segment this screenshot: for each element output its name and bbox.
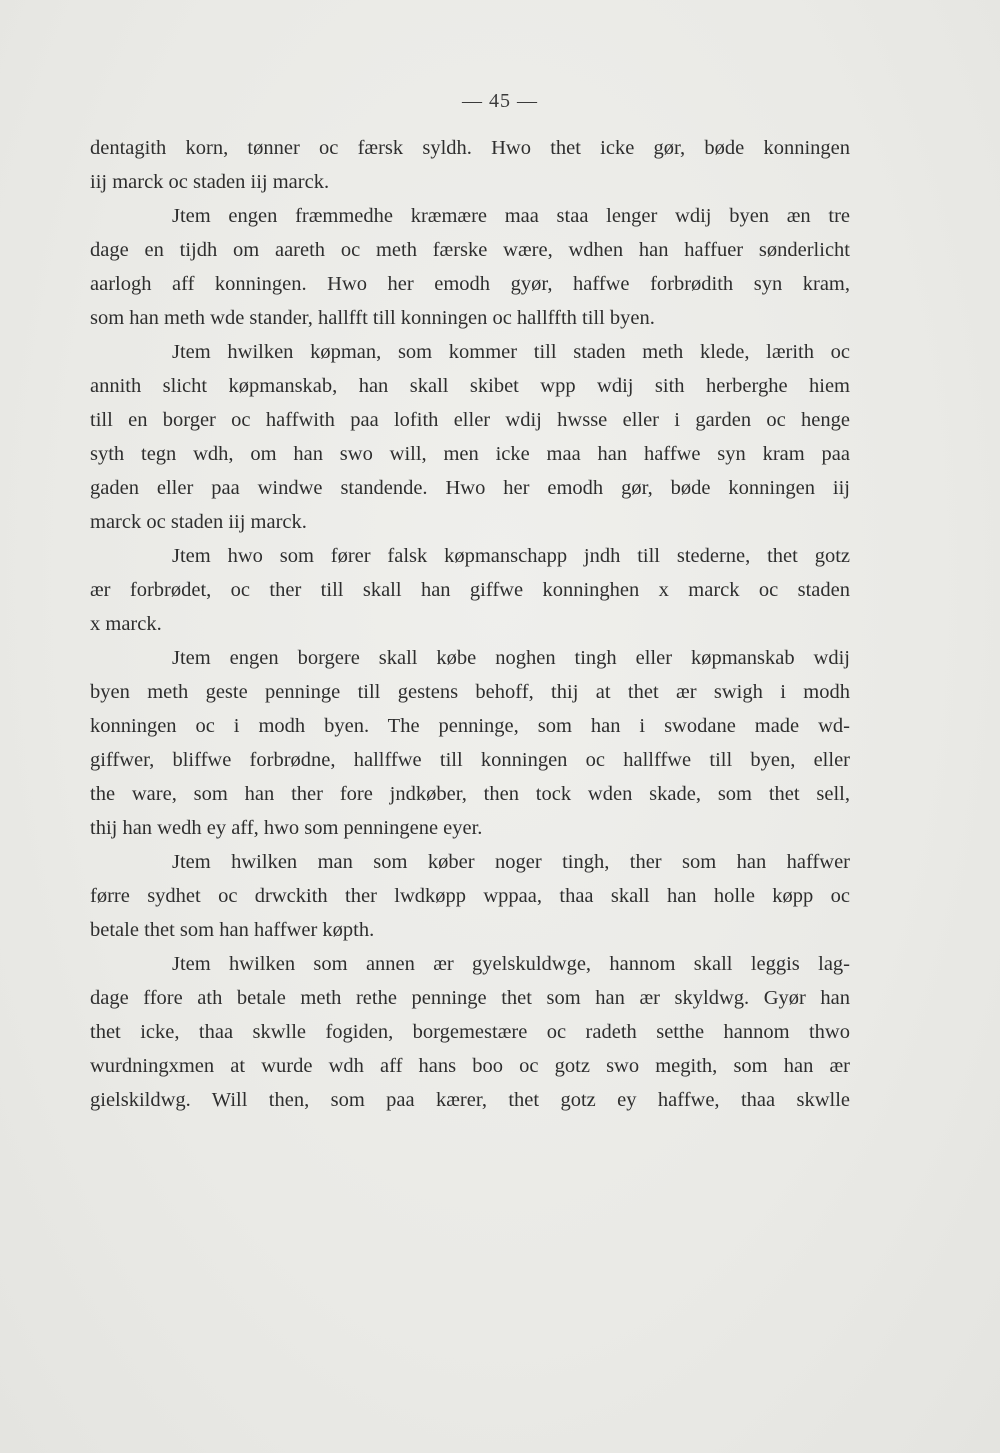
text-line: till en borger oc haffwith paa lofith eller wdij hwsse eller i garden oc henge	[90, 409, 850, 431]
text-line: x marck.	[90, 613, 162, 635]
text-line: aarlogh aff konningen. Hwo her emodh gyør, haffwe forbrødith syn kram,	[90, 273, 850, 295]
text-line: thij han wedh ey aff, hwo som penningene eyer.	[90, 817, 483, 839]
body-text	[90, 131, 850, 1117]
text-line: Jtem hwilken man som køber noger tingh, ther som han haffwer	[172, 851, 850, 873]
page-number: — 45 —	[462, 90, 538, 112]
text-line: iij marck oc staden iij marck.	[90, 171, 330, 193]
text-line: konningen oc i modh byen. The penninge, som han i swodane made wd-	[90, 715, 850, 737]
text-line: Jtem hwo som fører falsk køpmanschapp jndh till stederne, thet gotz	[172, 545, 850, 567]
text-line: syth tegn wdh, om han swo will, men icke maa han haffwe syn kram paa	[90, 443, 850, 465]
text-line: wurdningxmen at wurde wdh aff hans boo oc gotz swo megith, som han ær	[90, 1055, 850, 1077]
text-line: Jtem hwilken som annen ær gyelskuldwge, hannom skall leggis lag-	[172, 953, 850, 975]
text-line: Jtem engen borgere skall købe noghen tingh eller køpmanskab wdij	[172, 647, 850, 669]
text-line: the ware, som han ther fore jndkøber, then tock wden skade, som thet sell,	[90, 783, 850, 805]
text-line: Jtem engen fræmmedhe kræmære maa staa lenger wdij byen æn tre	[172, 205, 850, 227]
text-line: dage ffore ath betale meth rethe penninge thet som han ær skyldwg. Gyør han	[90, 987, 850, 1009]
text-line: marck oc staden iij marck.	[90, 511, 307, 533]
text-line: gielskildwg. Will then, som paa kærer, thet gotz ey haffwe, thaa skwlle	[90, 1089, 850, 1111]
text-line: betale thet som han haffwer køpth.	[90, 919, 375, 941]
text-line: dage en tijdh om aareth oc meth færske wære, wdhen han haffuer sønderlicht	[90, 239, 850, 261]
text-line: førre sydhet oc drwckith ther lwdkøpp wppaa, thaa skall han holle køpp oc	[90, 885, 850, 907]
text-line: som han meth wde stander, hallfft till konningen oc hallffth till byen.	[90, 307, 655, 329]
text-line: Jtem hwilken køpman, som kommer till staden meth klede, lærith oc	[172, 341, 850, 363]
text-line: annith slicht køpmanskab, han skall skibet wpp wdij sith herberghe hiem	[90, 375, 850, 397]
text-line: dentagith korn, tønner oc færsk syldh. Hwo thet icke gør, bøde konningen	[90, 137, 850, 159]
text-line: thet icke, thaa skwlle fogiden, borgemestære oc radeth setthe hannom thwo	[90, 1021, 850, 1043]
text-line: gaden eller paa windwe standende. Hwo her emodh gør, bøde konningen iij	[90, 477, 850, 499]
text-line: ær forbrødet, oc ther till skall han giffwe konninghen x marck oc staden	[90, 579, 850, 601]
text-line: giffwer, bliffwe forbrødne, hallffwe till konningen oc hallffwe till byen, eller	[90, 749, 850, 771]
text-line: byen meth geste penninge till gestens behoff, thij at thet ær swigh i modh	[90, 681, 850, 703]
